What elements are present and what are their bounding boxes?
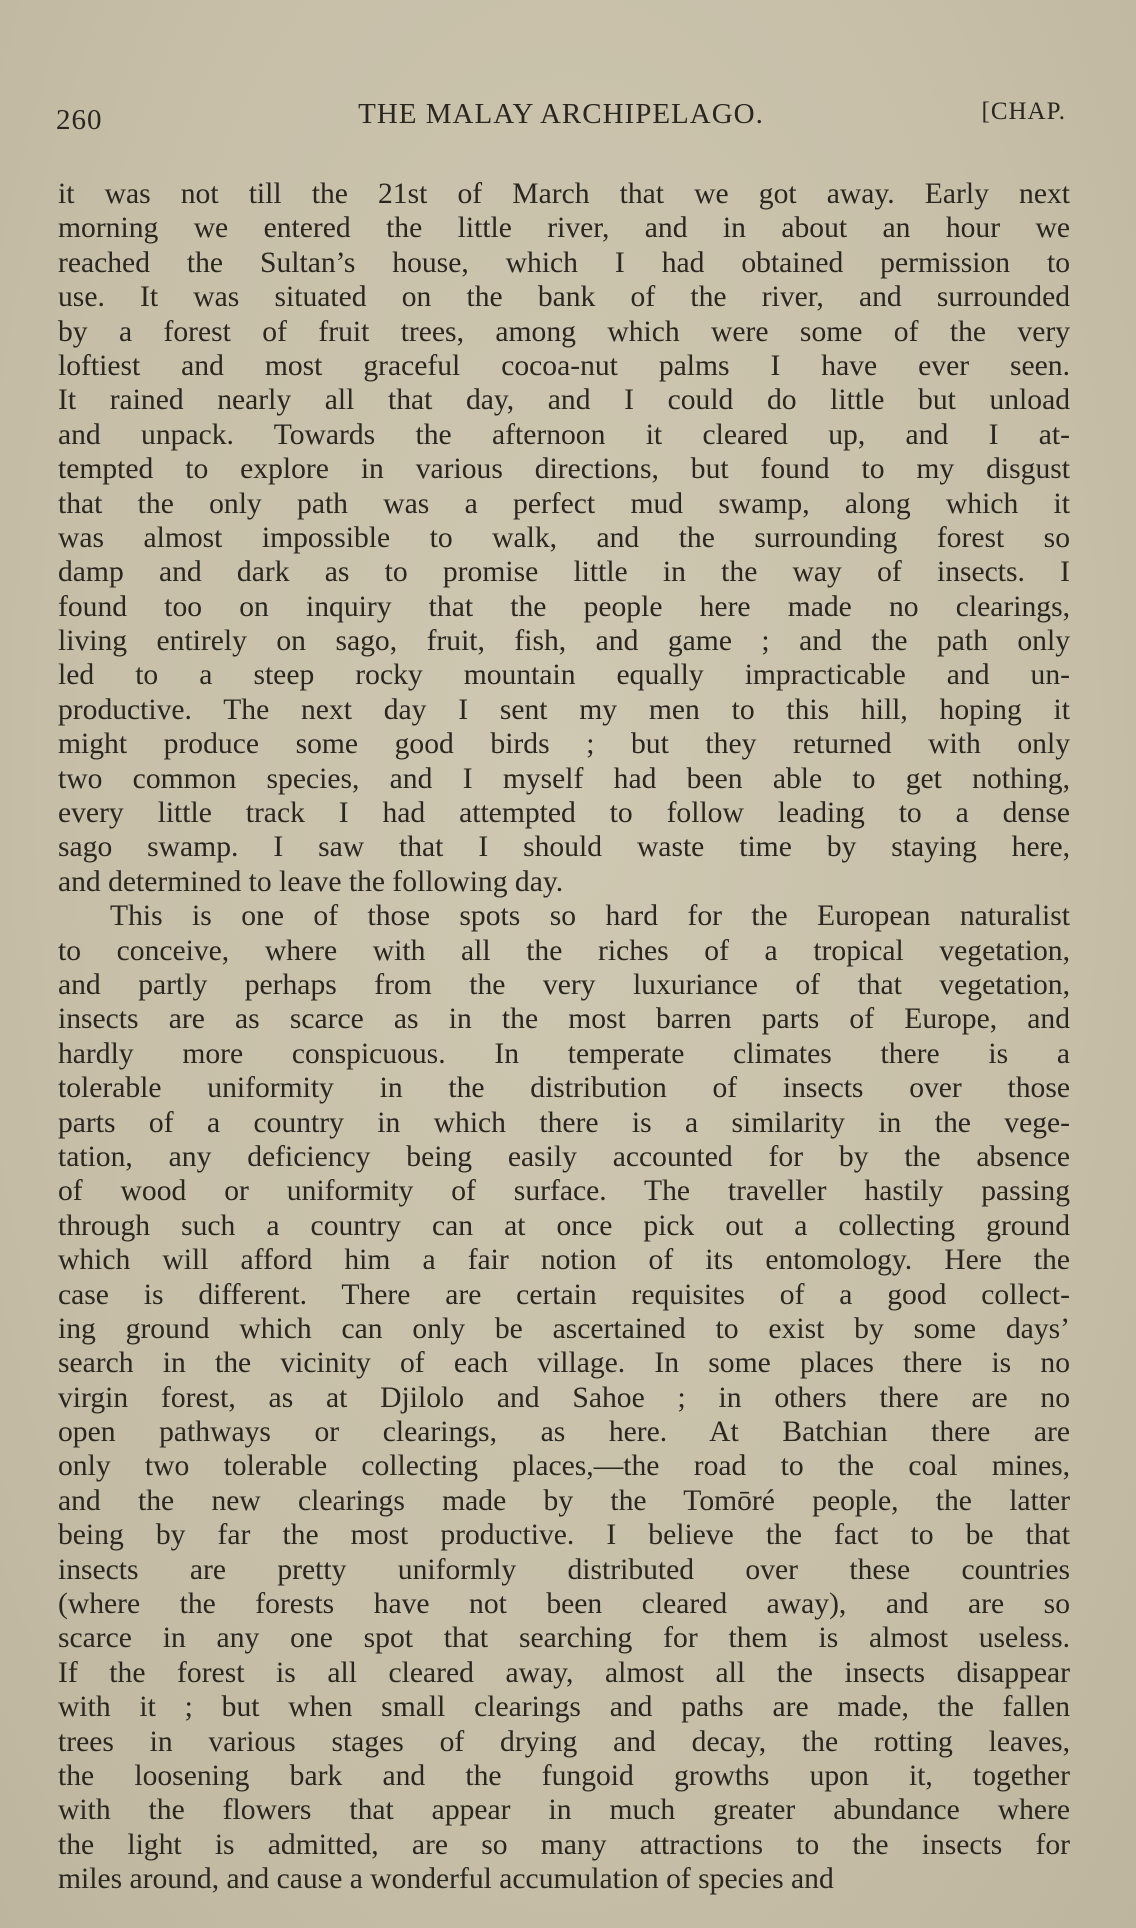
text-line: it was not till the 21st of March that we got away. Early next: [58, 178, 1070, 210]
text-line: virgin forest, as at Djilolo and Sahoe ; in others there are no: [58, 1381, 1070, 1414]
text-line: If the forest is all cleared away, almost all the insects disappear: [58, 1656, 1070, 1689]
text-line: with the flowers that appear in much greater abundance where: [58, 1794, 1070, 1827]
text-line: and determined to leave the following day.: [58, 865, 564, 898]
text-line: might produce some good birds ; but they returned with only: [58, 728, 1070, 761]
text-line: case is different. There are certain requisites of a good collect-: [58, 1278, 1070, 1311]
running-header: [56, 98, 1066, 138]
text-line: tempted to explore in various directions, but found to my disgust: [58, 453, 1070, 486]
text-line: with it ; but when small clearings and paths are made, the fallen: [58, 1691, 1070, 1724]
text-line: living entirely on sago, fruit, fish, and game ; and the path only: [58, 625, 1070, 658]
text-line: morning we entered the little river, and in about an hour we: [58, 212, 1070, 245]
text-line: parts of a country in which there is a similarity in the vege-: [58, 1106, 1070, 1139]
text-line: through such a country can at once pick out a collecting ground: [58, 1209, 1070, 1242]
body-text: [58, 177, 1070, 1897]
text-line: tolerable uniformity in the distribution of insects over those: [58, 1072, 1070, 1105]
text-line: the light is admitted, are so many attractions to the insects for: [58, 1828, 1070, 1861]
text-line: ing ground which can only be ascertained to exist by some days’: [58, 1312, 1070, 1345]
text-line: led to a steep rocky mountain equally impracticable and un-: [58, 659, 1070, 692]
text-line: trees in various stages of drying and decay, the rotting leaves,: [58, 1725, 1070, 1758]
text-line: every little track I had attempted to follow leading to a dense: [58, 797, 1070, 830]
paragraph: [58, 177, 1070, 899]
text-line: which will afford him a fair notion of its entomology. Here the: [58, 1244, 1070, 1277]
text-line: of wood or uniformity of surface. The traveller hastily passing: [58, 1175, 1070, 1208]
text-line: was almost impossible to walk, and the surrounding forest so: [58, 521, 1070, 554]
text-line: This is one of those spots so hard for the European naturalist: [110, 900, 1070, 933]
text-line: miles around, and cause a wonderful accumulation of species and: [58, 1863, 834, 1896]
text-line: scarce in any one spot that searching for them is almost useless.: [58, 1622, 1070, 1655]
text-line: open pathways or clearings, as here. At Batchian there are: [58, 1416, 1070, 1449]
chapter-mark: [CHAP.: [981, 98, 1066, 125]
text-line: the loosening bark and the fungoid growths upon it, together: [58, 1759, 1070, 1792]
text-line: productive. The next day I sent my men to this hill, hoping it: [58, 693, 1070, 726]
paragraph: [58, 899, 1070, 1896]
text-line: and partly perhaps from the very luxuriance of that vegetation,: [58, 968, 1070, 1001]
text-line: search in the vicinity of each village. In some places there is no: [58, 1347, 1070, 1380]
text-line: that the only path was a perfect mud swamp, along which it: [58, 487, 1070, 520]
text-line: sago swamp. I saw that I should waste time by staying here,: [58, 831, 1070, 864]
text-line: by a forest of fruit trees, among which were some of the very: [58, 315, 1070, 348]
text-line: tation, any deficiency being easily accounted for by the absence: [58, 1140, 1070, 1173]
running-title: THE MALAY ARCHIPELAGO.: [358, 98, 764, 130]
text-line: two common species, and I myself had been able to get nothing,: [58, 762, 1070, 795]
page-number: 260: [56, 104, 103, 136]
text-line: to conceive, where with all the riches of a tropical vegetation,: [58, 934, 1070, 967]
text-line: damp and dark as to promise little in the way of insects. I: [58, 556, 1070, 589]
text-line: (where the forests have not been cleared away), and are so: [58, 1588, 1070, 1621]
text-line: only two tolerable collecting places,—the road to the coal mines,: [58, 1450, 1070, 1483]
text-line: use. It was situated on the bank of the river, and surrounded: [58, 281, 1070, 314]
text-line: hardly more conspicuous. In temperate climates there is a: [58, 1037, 1070, 1070]
text-line: and unpack. Towards the afternoon it cleared up, and I at-: [58, 418, 1070, 451]
text-line: reached the Sultan’s house, which I had obtained permission to: [58, 246, 1070, 279]
text-line: insects are pretty uniformly distributed over these countries: [58, 1553, 1070, 1586]
text-line: loftiest and most graceful cocoa-nut palms I have ever seen.: [58, 349, 1070, 382]
text-line: insects are as scarce as in the most barren parts of Europe, and: [58, 1003, 1070, 1036]
text-line: and the new clearings made by the Tomōré people, the latter: [58, 1484, 1070, 1517]
text-line: found too on inquiry that the people here made no clearings,: [58, 590, 1070, 623]
text-line: It rained nearly all that day, and I could do little but unload: [58, 384, 1070, 417]
text-line: being by far the most productive. I believe the fact to be that: [58, 1519, 1070, 1552]
